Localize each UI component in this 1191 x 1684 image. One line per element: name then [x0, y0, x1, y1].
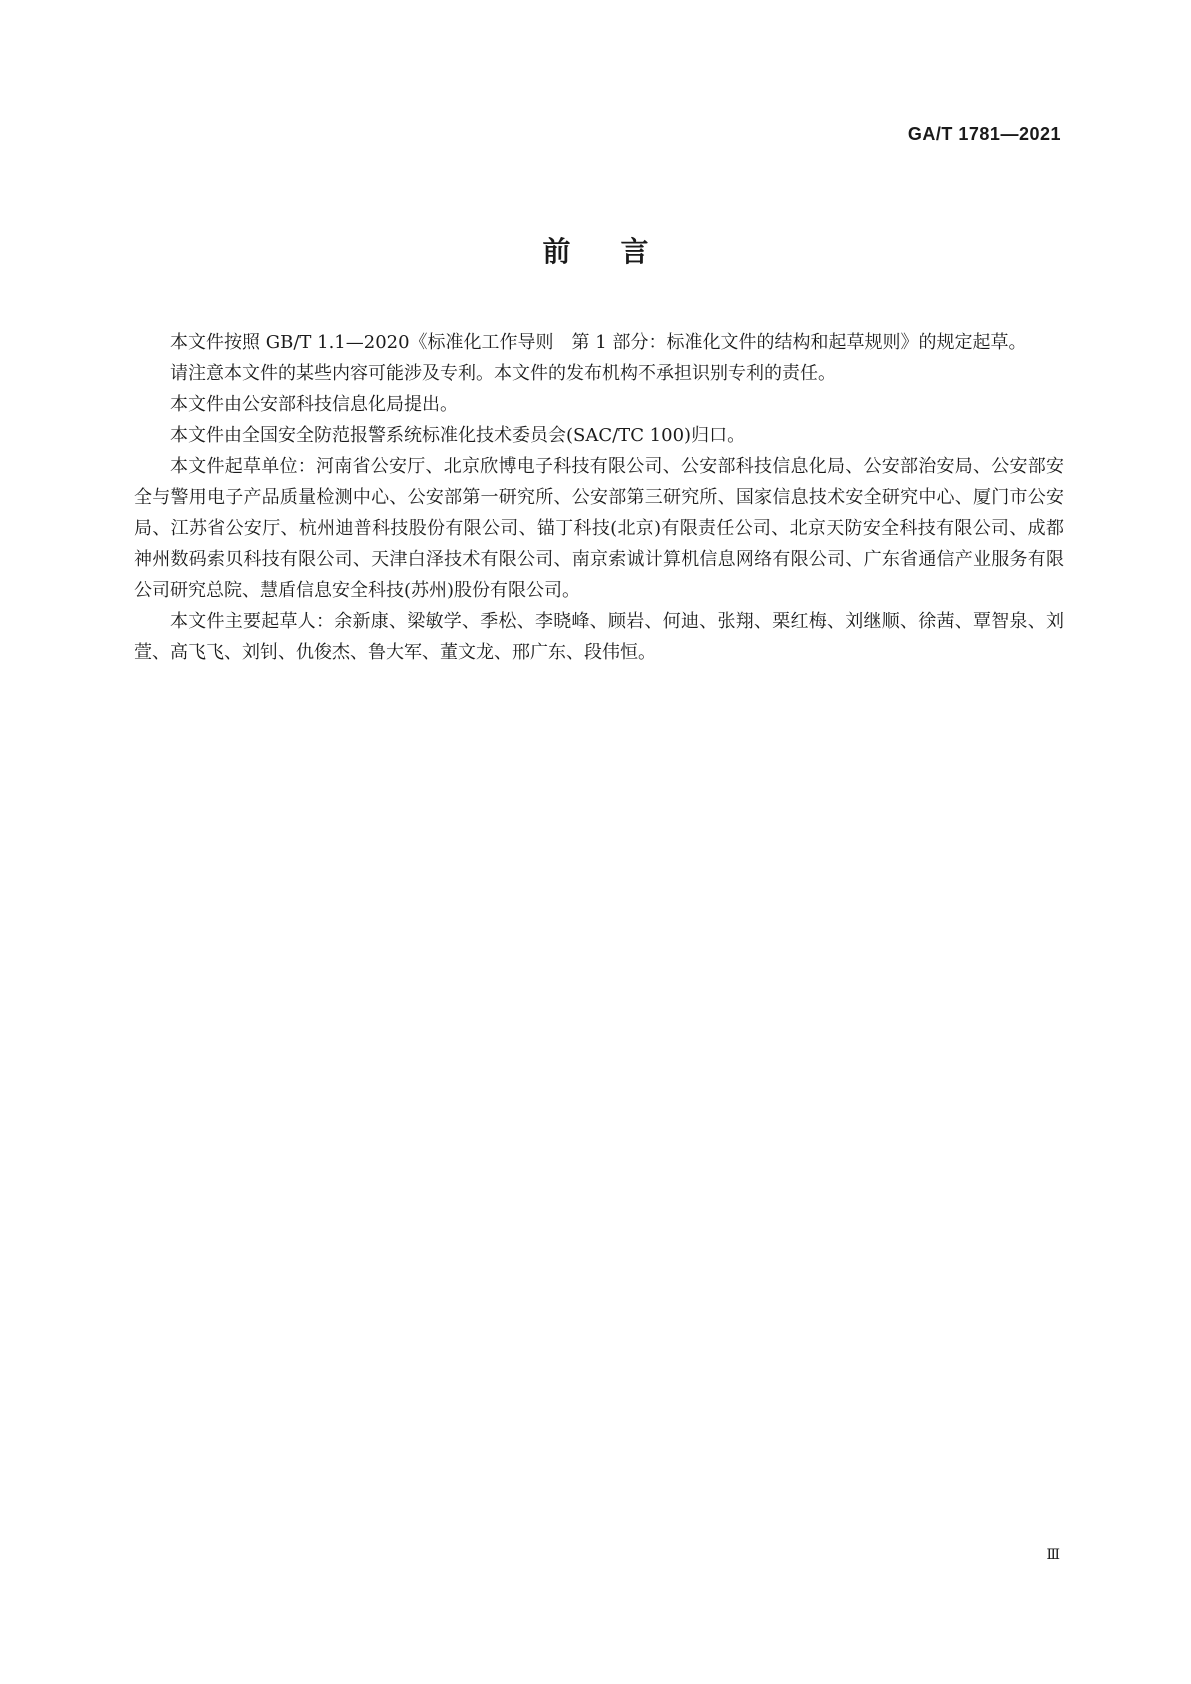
paragraph-patent-notice: 请注意本文件的某些内容可能涉及专利。本文件的发布机构不承担识别专利的责任。: [170, 363, 836, 384]
foreword-body: [134, 327, 1064, 668]
paragraph-committee: 本文件由全国安全防范报警系统标准化技术委员会(SAC/TC 100)归口。: [170, 425, 746, 446]
paragraph-drafters: 本文件主要起草人：余新康、梁敏学、季松、李晓峰、顾岩、何迪、张翔、栗红梅、刘继顺、徐茜、覃智泉、刘萱、高飞飞、刘钊、仇俊杰、鲁大军、董文龙、邢广东、段伟恒。: [134, 611, 1064, 663]
page-title: 前言: [542, 235, 699, 268]
paragraph-drafting-rules: 本文件按照 GB/T 1.1—2020《标准化工作导则 第 1 部分：标准化文件的结构和起草规则》的规定起草。: [170, 332, 1027, 353]
paragraph-proposer: 本文件由公安部科技信息化局提出。: [170, 394, 458, 415]
paragraph-drafting-units: 本文件起草单位：河南省公安厅、北京欣博电子科技有限公司、公安部科技信息化局、公安部治安局、公安部安全与警用电子产品质量检测中心、公安部第一研究所、公安部第三研究所、国家信息技术安全研究中心、厦门市公安局、江苏省公安厅、杭州迪普科技股份有限公司、锚丁科技(北京)有限责任公司、北京天防安全科技有限公司、成都神州数码索贝科技有限公司、天津白泽技术有限公司、南京索诚计算机信息网络有限公司、广东省通信产业服务有限公司研究总院、慧盾信息安全科技(苏州)股份有限公司。: [134, 456, 1064, 601]
page-number: Ⅲ: [1046, 1547, 1060, 1563]
document-code: GA/T 1781—2021: [907, 124, 1061, 144]
